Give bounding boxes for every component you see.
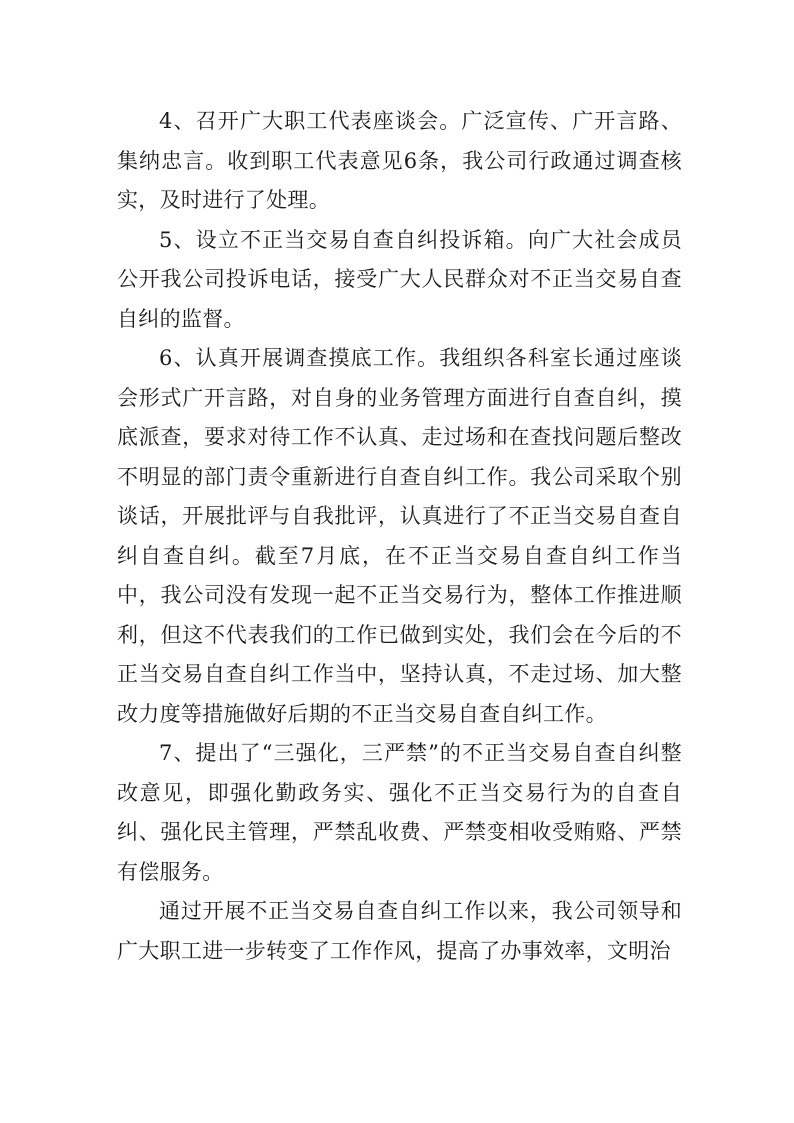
document-page <box>117 102 682 971</box>
paragraph-item-6: 6、认真开展调查摸底工作。我组织各科室长通过座谈会形式广开言路，对自身的业务管理方面进行自查自纠，摸底派查，要求对待工作不认真、走过场和在查找问题后整改不明显的部门责令重新进行自查自纠工作。我公司采取个别谈话，开展批评与自我批评，认真进行了不正当交易自查自纠自查自纠。截至7月底，在不正当交易自查自纠工作当中，我公司没有发现一起不正当交易行为，整体工作推进顺利，但这不代表我们的工作已做到实处，我们会在今后的不正当交易自查自纠工作当中，坚持认真，不走过场、加大整改力度等措施做好后期的不正当交易自查自纠工作。 <box>117 346 682 726</box>
paragraph-item-5: 5、设立不正当交易自查自纠投诉箱。向广大社会成员公开我公司投诉电话，接受广大人民群众对不正当交易自查自纠的监督。 <box>117 227 682 331</box>
paragraph-summary: 通过开展不正当交易自查自纠工作以来，我公司领导和广大职工进一步转变了工作作风，提高了办事效率，文明治 <box>117 899 682 963</box>
paragraph-item-7: 7、提出了“三强化，三严禁”的不正当交易自查自纠整改意见，即强化勤政务实、强化不正当交易行为的自查自纠、强化民主管理，严禁乱收费、严禁变相收受贿赂、严禁有偿服务。 <box>117 741 682 884</box>
paragraph-item-4: 4、召开广大职工代表座谈会。广泛宣传、广开言路、集纳忠言。收到职工代表意见6条，我公司行政通过调查核实，及时进行了处理。 <box>117 109 682 212</box>
